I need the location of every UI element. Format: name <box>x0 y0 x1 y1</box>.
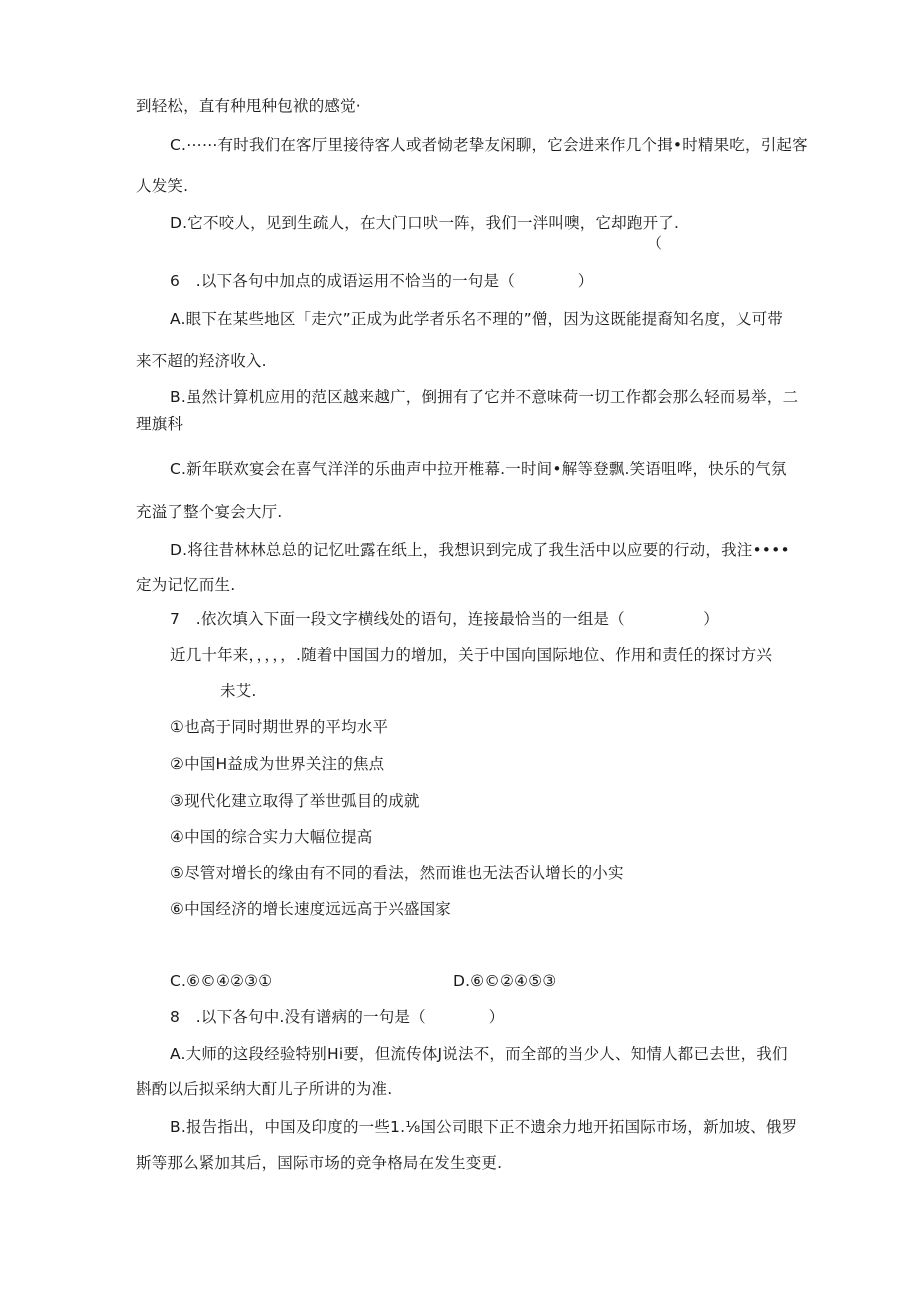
q6-option-d-line-2: 定为记忆而生. <box>136 576 236 594</box>
q8-option-a-line-2: 斟酌以后拟采纳大酊儿子所讲的为准. <box>136 1080 393 1098</box>
q7-passage-line-1: 近几十年来，，，，，.随着中国国力的增加，关于中国向国际地位、作用和责任的探讨方兴 <box>170 646 773 664</box>
q7-sentence-1: ①也高于同时期世界的平均水平 <box>170 718 389 736</box>
q7-sentence-2: ②中国H益成为世界关注的焦点 <box>170 755 385 773</box>
q6-option-b-line-1: B.虽然计算机应用的范区越来越广，倒拥有了它并不意味荷一切工作都会那么轻而易举，二 <box>170 388 799 406</box>
passage-line-continuation: 到轻松，直有种甩种包袱的感觉· <box>136 97 361 115</box>
q7-option-d: D.⑥©②④⑤③ <box>453 972 557 990</box>
q8-option-a-line-1: A.大师的这段经验特别Hi要，但流传体J说法不，而全部的当少人、知情人都已去世，我们 <box>170 1045 788 1063</box>
question-6-stem: 6 .以下各句中加点的成语运用不恰当的一句是（ ） <box>170 272 594 290</box>
q7-sentence-6: ⑥中国经济的增长速度远远高于兴盛国家 <box>170 900 451 918</box>
q8-option-b-line-2: 斯等那么紧加其后，国际市场的竞争格局在发生变更. <box>136 1154 503 1172</box>
q7-option-c: C.⑥©④②③① <box>170 972 273 990</box>
q7-sentence-3: ③现代化建立取得了举世弧目的成就 <box>170 792 420 810</box>
q6-option-a-line-2: 来不超的羟济收入. <box>136 352 267 370</box>
question-8-stem: 8 .以下各句中.没有谱病的一句是（ ） <box>170 1008 505 1026</box>
q6-option-c-line-1: C.新年联欢宴会在喜气洋洋的乐曲声中拉开椎幕.一时间•解等登飘.笑语咀哗，快乐的气氛 <box>170 460 787 478</box>
q7-sentence-4: ④中国的综合实力大幅位提高 <box>170 828 373 846</box>
q7-sentence-5: ⑤尽管对增长的缘由有不同的看法，然而谁也无法否认增长的小实 <box>170 864 624 882</box>
q6-option-d-line-1: D.将往昔林林总总的记忆吐露在纸上，我想识到完成了我生活中以应要的行动，我注•••• <box>170 541 790 559</box>
q6-option-c-line-2: 充溢了整个宴会大厅. <box>136 503 283 521</box>
option-d-line: D.它不咬人，见到生疏人，在大门口吠一阵，我们一泮叫噢，它却跑开了. <box>170 214 680 232</box>
q7-passage-line-2: 未艾. <box>220 682 257 700</box>
option-c-line-2: 人发笑. <box>136 177 189 195</box>
q6-option-b-line-2: 理旗科 <box>136 415 184 433</box>
q8-option-b-line-1: B.报告指出，中国及印度的一些1.⅛国公司眼下正不遗余力地开拓国际市场，新加坡、俄罗 <box>170 1118 798 1136</box>
q6-option-a-line-1: A.眼下在某些地区「走穴”正成为此学者乐名不理的”僧，因为这既能提裔知名度，乂可带 <box>170 310 784 328</box>
option-c-line-1: C.⋯⋯有时我们在客厅里接待客人或者恸老挚友闲聊，它会进来作几个揖•时精果吃，引起客 <box>170 136 808 154</box>
answer-paren: （ <box>647 234 663 252</box>
question-7-stem: 7 .依次填入下面一段文字横线处的语句，连接最恰当的一组是（ ） <box>170 610 719 628</box>
